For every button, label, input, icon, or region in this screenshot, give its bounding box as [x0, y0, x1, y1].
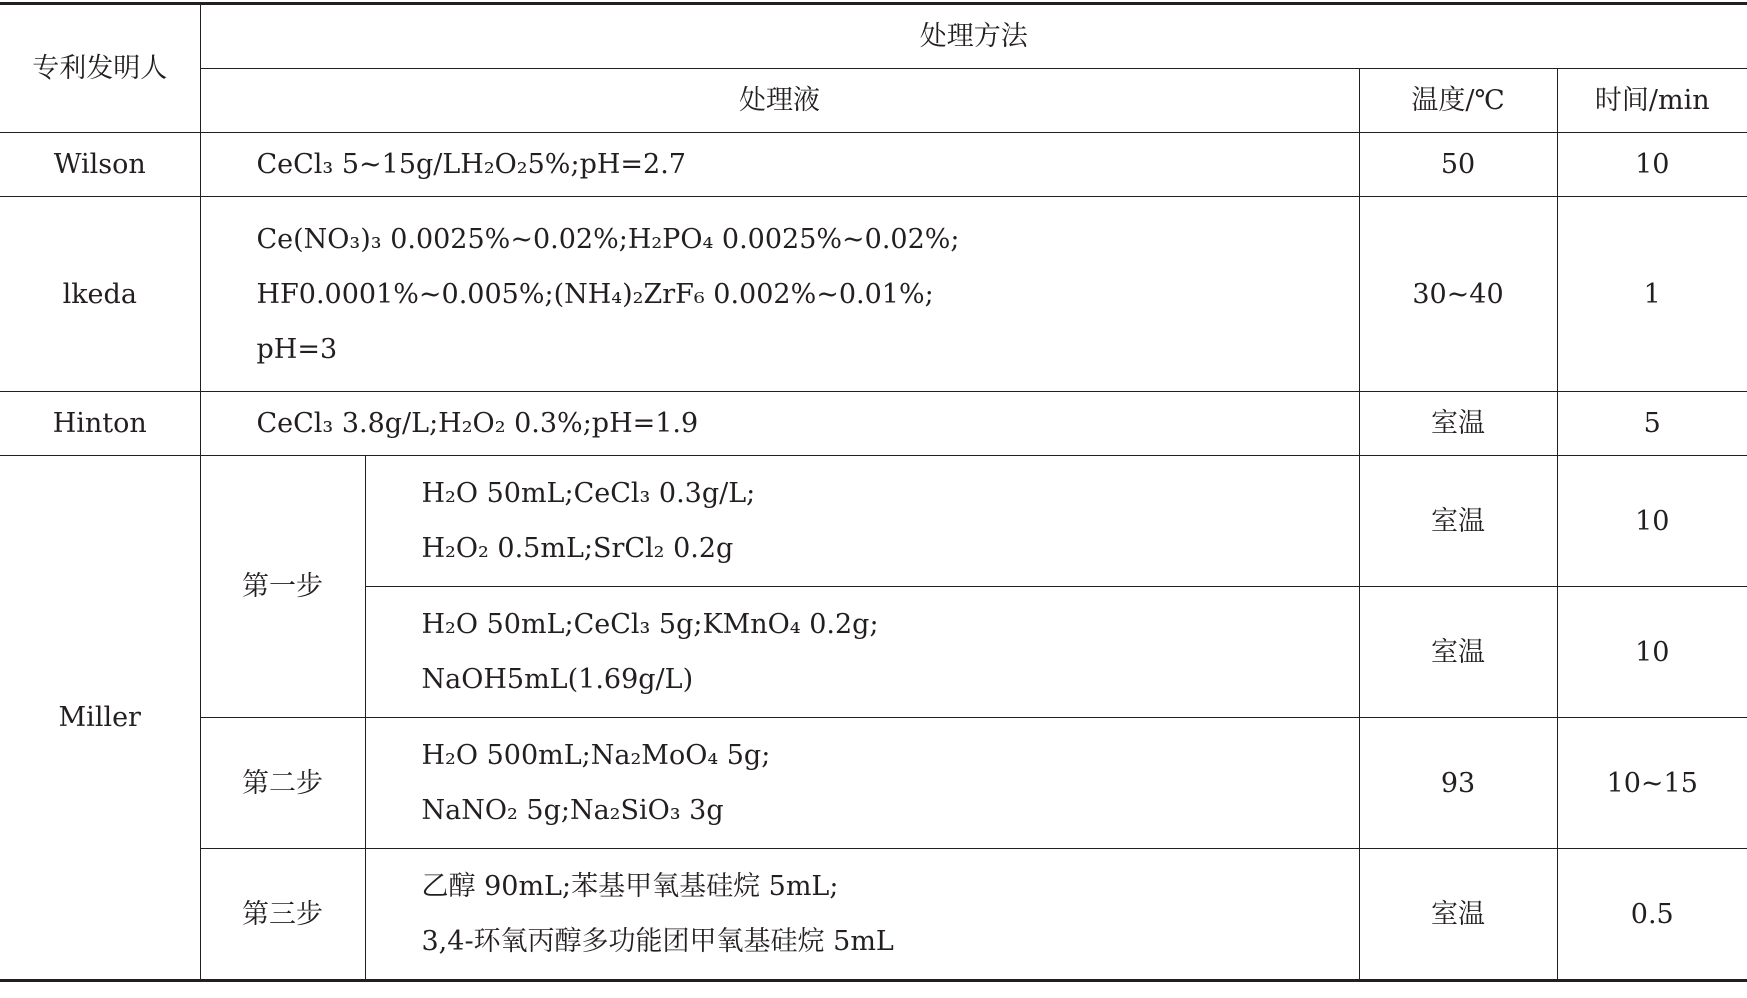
liquid-line: 3,4-环氧丙醇多功能团甲氧基硅烷 5mL	[421, 926, 894, 957]
liquid-line: NaOH5mL(1.69g/L)	[421, 664, 694, 695]
step-label: 第一步	[200, 456, 365, 718]
time-cell: 10	[1557, 456, 1747, 587]
header-temperature: 温度/℃	[1359, 69, 1557, 133]
liquid-cell	[200, 133, 1359, 197]
liquid-line: H₂O 50mL;CeCl₃ 5g;KMnO₄ 0.2g;	[421, 609, 879, 640]
inventor-cell: Miller	[0, 456, 200, 981]
time-cell: 10~15	[1557, 718, 1747, 849]
liquid-line: HF0.0001%~0.005%;(NH₄)₂ZrF₆ 0.002%~0.01%;	[256, 278, 934, 310]
liquid-cell	[200, 197, 1359, 392]
inventor-cell: lkeda	[0, 197, 200, 392]
inventor-cell: Hinton	[0, 392, 200, 456]
liquid-line: H₂O₂ 0.5mL;SrCl₂ 0.2g	[421, 533, 734, 564]
liquid-line: CeCl₃ 3.8g/L;H₂O₂ 0.3%;pH=1.9	[256, 408, 699, 439]
temperature-cell: 30~40	[1359, 197, 1557, 392]
temperature-cell: 室温	[1359, 392, 1557, 456]
treatment-methods-table	[0, 2, 1747, 982]
liquid-line: H₂O 500mL;Na₂MoO₄ 5g;	[421, 740, 771, 771]
liquid-line: H₂O 50mL;CeCl₃ 0.3g/L;	[421, 478, 756, 509]
table-row	[0, 392, 1747, 456]
temperature-cell: 室温	[1359, 587, 1557, 718]
table-row	[0, 718, 1747, 849]
liquid-line: Ce(NO₃)₃ 0.0025%~0.02%;H₂PO₄ 0.0025%~0.02%;	[256, 223, 960, 255]
time-cell: 10	[1557, 133, 1747, 197]
liquid-cell	[200, 392, 1359, 456]
liquid-line: CeCl₃ 5~15g/LH₂O₂5%;pH=2.7	[256, 149, 686, 180]
header-liquid: 处理液	[200, 69, 1359, 133]
time-cell: 10	[1557, 587, 1747, 718]
step-label: 第二步	[200, 718, 365, 849]
table-row	[0, 197, 1747, 392]
time-cell: 1	[1557, 197, 1747, 392]
liquid-cell	[365, 456, 1359, 587]
header-inventor: 专利发明人	[0, 4, 200, 133]
liquid-cell	[365, 587, 1359, 718]
temperature-cell: 室温	[1359, 849, 1557, 981]
liquid-cell	[365, 849, 1359, 981]
step-label: 第三步	[200, 849, 365, 981]
time-cell: 0.5	[1557, 849, 1747, 981]
liquid-line: 乙醇 90mL;苯基甲氧基硅烷 5mL;	[421, 871, 839, 902]
liquid-line: pH=3	[256, 333, 338, 365]
table-row	[0, 133, 1747, 197]
liquid-line: NaNO₂ 5g;Na₂SiO₃ 3g	[421, 795, 724, 826]
temperature-cell: 室温	[1359, 456, 1557, 587]
time-cell: 5	[1557, 392, 1747, 456]
temperature-cell: 50	[1359, 133, 1557, 197]
header-method: 处理方法	[200, 4, 1747, 69]
inventor-cell: Wilson	[0, 133, 200, 197]
table-row	[0, 456, 1747, 587]
header-time: 时间/min	[1557, 69, 1747, 133]
liquid-cell	[365, 718, 1359, 849]
temperature-cell: 93	[1359, 718, 1557, 849]
table-row	[0, 849, 1747, 981]
